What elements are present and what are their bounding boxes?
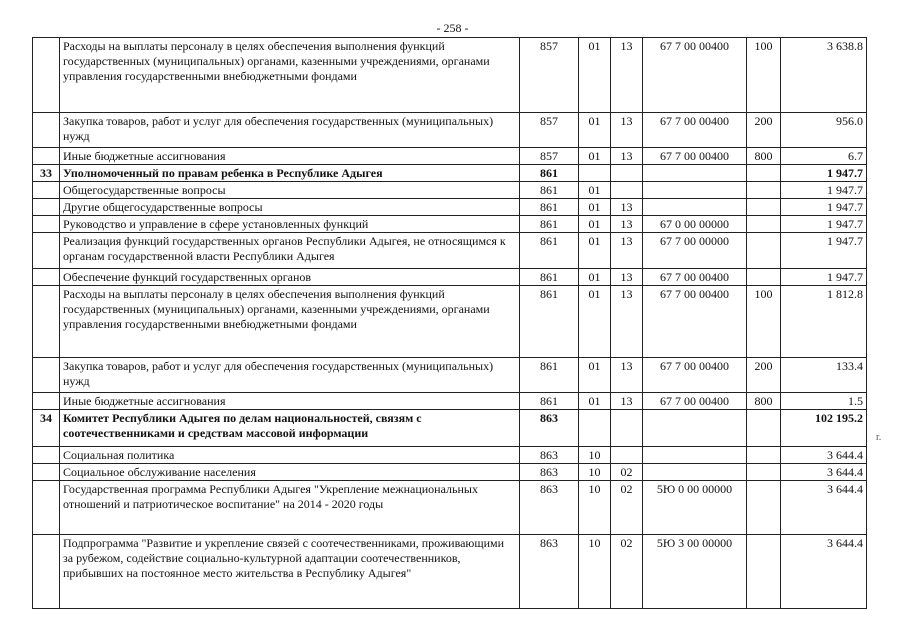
amount-cell: 3 644.4 [781,447,867,464]
row-name-cell: Обеспечение функций государственных органов [60,269,520,286]
section-code-cell [579,165,611,182]
row-name-cell: Социальная политика [60,447,520,464]
section-code-cell: 10 [579,481,611,535]
table-row [33,535,867,609]
subsection-code-cell: 13 [611,286,643,358]
subsection-code-cell: 13 [611,233,643,269]
target-article-cell: 5Ю 0 00 00000 [643,481,747,535]
section-code-cell: 10 [579,464,611,481]
table-row [33,233,867,269]
amount-cell: 133.4 [781,358,867,393]
subsection-code-cell: 13 [611,216,643,233]
expense-type-cell [747,233,781,269]
expense-type-cell: 200 [747,358,781,393]
ved-code-cell: 861 [520,182,579,199]
row-number-cell [33,269,60,286]
table-row [33,286,867,358]
row-name-cell: Уполномоченный по правам ребенка в Республике Адыгея [60,165,520,182]
table-row [33,216,867,233]
section-code-cell: 01 [579,199,611,216]
row-number-cell: 33 [33,165,60,182]
subsection-code-cell: 13 [611,148,643,165]
expense-type-cell [747,535,781,609]
row-number-cell [33,393,60,410]
section-code-cell: 01 [579,182,611,199]
expense-type-cell [747,410,781,447]
target-article-cell [643,199,747,216]
subsection-code-cell: 02 [611,464,643,481]
row-name-cell: Социальное обслуживание населения [60,464,520,481]
table-row [33,464,867,481]
amount-cell: 3 638.8 [781,38,867,113]
section-code-cell: 01 [579,38,611,113]
table-row [33,165,867,182]
row-number-cell [33,148,60,165]
ved-code-cell: 863 [520,447,579,464]
target-article-cell: 67 7 00 00400 [643,113,747,148]
table-row [33,393,867,410]
amount-cell: 1 947.7 [781,165,867,182]
row-number-cell [33,535,60,609]
section-code-cell: 01 [579,233,611,269]
subsection-code-cell [611,410,643,447]
ved-code-cell: 861 [520,199,579,216]
amount-cell: 3 644.4 [781,481,867,535]
ved-code-cell: 861 [520,233,579,269]
expense-type-cell: 100 [747,38,781,113]
section-code-cell: 01 [579,113,611,148]
row-name-cell: Закупка товаров, работ и услуг для обеспечения государственных (муниципальных) нужд [60,358,520,393]
table-row [33,269,867,286]
section-code-cell: 01 [579,358,611,393]
ved-code-cell: 863 [520,481,579,535]
ved-code-cell: 861 [520,269,579,286]
row-number-cell [33,358,60,393]
ved-code-cell: 861 [520,165,579,182]
section-code-cell: 01 [579,148,611,165]
row-number-cell [33,38,60,113]
expense-type-cell [747,199,781,216]
table-row [33,38,867,113]
row-number-cell [33,481,60,535]
section-code-cell: 10 [579,535,611,609]
target-article-cell: 67 7 00 00400 [643,393,747,410]
amount-cell: 1 947.7 [781,182,867,199]
subsection-code-cell: 13 [611,393,643,410]
amount-cell: 3 644.4 [781,464,867,481]
row-number-cell [33,199,60,216]
amount-cell: 1 947.7 [781,233,867,269]
amount-cell: 1.5 [781,393,867,410]
ved-code-cell: 857 [520,38,579,113]
section-code-cell: 10 [579,447,611,464]
table-row [33,358,867,393]
budget-table [32,37,867,609]
subsection-code-cell [611,447,643,464]
expense-type-cell [747,447,781,464]
ved-code-cell: 861 [520,358,579,393]
table-row [33,481,867,535]
target-article-cell [643,447,747,464]
table-row [33,410,867,447]
expense-type-cell [747,182,781,199]
expense-type-cell [747,216,781,233]
table-row [33,199,867,216]
table-row [33,148,867,165]
subsection-code-cell: 13 [611,199,643,216]
row-number-cell: 34 [33,410,60,447]
target-article-cell: 67 7 00 00400 [643,38,747,113]
target-article-cell: 67 7 00 00400 [643,358,747,393]
table-row [33,182,867,199]
row-name-cell: Расходы на выплаты персоналу в целях обеспечения выполнения функций государственных (муниципальных) органами, казенными учреждениями, органами управления государственными внебюджетными фондами [60,286,520,358]
expense-type-cell: 800 [747,148,781,165]
row-name-cell: Реализация функций государственных органов Республики Адыгея, не относящимся к органам государственной власти Республики Адыгея [60,233,520,269]
expense-type-cell [747,269,781,286]
table-row [33,113,867,148]
section-code-cell: 01 [579,216,611,233]
ved-code-cell: 861 [520,216,579,233]
row-number-cell [33,182,60,199]
target-article-cell [643,165,747,182]
section-code-cell [579,410,611,447]
budget-table-body [33,38,867,609]
row-number-cell [33,233,60,269]
subsection-code-cell: 13 [611,269,643,286]
margin-mark: r. [876,432,882,443]
row-number-cell [33,286,60,358]
ved-code-cell: 863 [520,535,579,609]
subsection-code-cell: 13 [611,113,643,148]
target-article-cell: 5Ю 3 00 00000 [643,535,747,609]
target-article-cell: 67 7 00 00400 [643,269,747,286]
target-article-cell: 67 7 00 00400 [643,148,747,165]
subsection-code-cell: 13 [611,358,643,393]
target-article-cell [643,182,747,199]
amount-cell: 1 947.7 [781,199,867,216]
ved-code-cell: 857 [520,148,579,165]
row-number-cell [33,216,60,233]
target-article-cell [643,464,747,481]
expense-type-cell [747,481,781,535]
row-name-cell: Общегосударственные вопросы [60,182,520,199]
subsection-code-cell: 02 [611,481,643,535]
page-number: - 258 - [436,21,469,35]
amount-cell: 6.7 [781,148,867,165]
amount-cell: 3 644.4 [781,535,867,609]
ved-code-cell: 857 [520,113,579,148]
section-code-cell: 01 [579,286,611,358]
section-code-cell: 01 [579,269,611,286]
row-name-cell: Государственная программа Республики Адыгея "Укрепление межнациональных отношений и патриотическое воспитание" на 2014 - 2020 годы [60,481,520,535]
subsection-code-cell: 02 [611,535,643,609]
row-number-cell [33,447,60,464]
subsection-code-cell: 13 [611,38,643,113]
table-row [33,447,867,464]
row-number-cell [33,113,60,148]
row-name-cell: Руководство и управление в сфере установленных функций [60,216,520,233]
amount-cell: 1 812.8 [781,286,867,358]
section-code-cell: 01 [579,393,611,410]
ved-code-cell: 861 [520,286,579,358]
expense-type-cell [747,165,781,182]
row-name-cell: Иные бюджетные ассигнования [60,148,520,165]
subsection-code-cell [611,165,643,182]
ved-code-cell: 863 [520,464,579,481]
ved-code-cell: 861 [520,393,579,410]
expense-type-cell: 200 [747,113,781,148]
amount-cell: 1 947.7 [781,269,867,286]
row-name-cell: Подпрограмма "Развитие и укрепление связей с соотечественниками, проживающими за рубежом, содействие социально-культурной адаптации соотечественников, прибывших на постоянное место жительства в Республику Адыгея" [60,535,520,609]
ved-code-cell: 863 [520,410,579,447]
row-name-cell: Иные бюджетные ассигнования [60,393,520,410]
row-number-cell [33,464,60,481]
amount-cell: 1 947.7 [781,216,867,233]
target-article-cell: 67 7 00 00000 [643,233,747,269]
target-article-cell [643,410,747,447]
amount-cell: 956.0 [781,113,867,148]
row-name-cell: Другие общегосударственные вопросы [60,199,520,216]
row-name-cell: Закупка товаров, работ и услуг для обеспечения государственных (муниципальных) нужд [60,113,520,148]
expense-type-cell [747,464,781,481]
target-article-cell: 67 7 00 00400 [643,286,747,358]
expense-type-cell: 800 [747,393,781,410]
row-name-cell: Комитет Республики Адыгея по делам национальностей, связям с соотечественниками и средствам массовой информации [60,410,520,447]
row-name-cell: Расходы на выплаты персоналу в целях обеспечения выполнения функций государственных (муниципальных) органами, казенными учреждениями, органами управления государственными внебюджетными фондами [60,38,520,113]
amount-cell: 102 195.2 [781,410,867,447]
expense-type-cell: 100 [747,286,781,358]
subsection-code-cell [611,182,643,199]
target-article-cell: 67 0 00 00000 [643,216,747,233]
